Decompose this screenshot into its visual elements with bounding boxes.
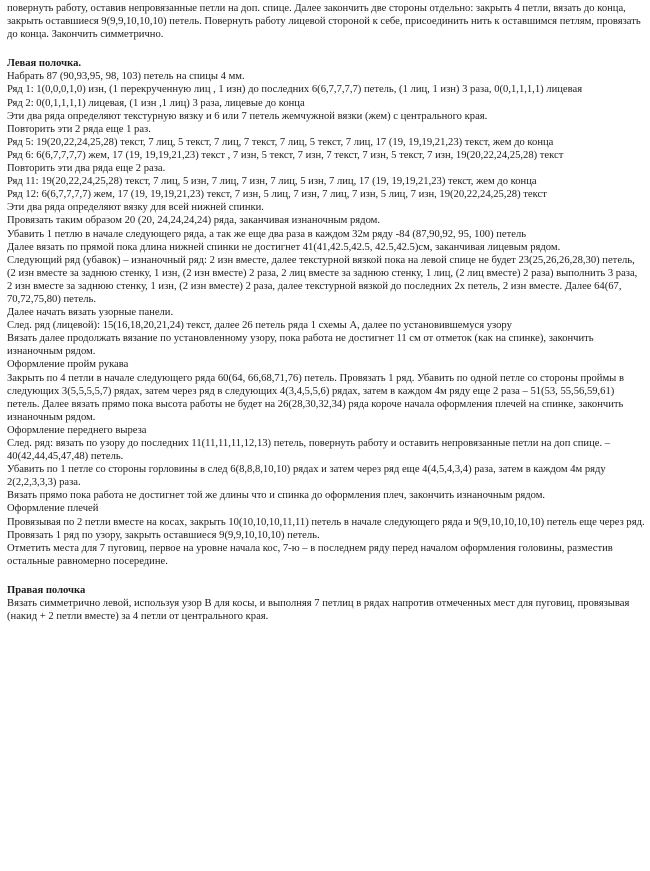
paragraph: Ряд 1: 1(0,0,0,1,0) изн, (1 перекрученную лиц , 1 изн) до последних 6(6,7,7,7,7) петель, (1 лиц, 1 изн) 3 раза, 0(0,1,1,1,1) лицевая: [7, 84, 583, 96]
paragraph: Далее начать вязать узорные панели.: [7, 307, 174, 319]
paragraph: След. ряд: вязать по узору до последних 11(11,11,11,12,13) петель, повернуть работу и оставить непровязанные петли на доп спице. – 40(42,44,45,47,48) петель.: [7, 438, 611, 463]
paragraph: Вязать далее продолжать вязание по установленному узору, пока работа не достигнет 11 см от отметок (как на спинке), закончить изнаночным рядом.: [7, 333, 594, 358]
paragraph: Убавить 1 петлю в начале следующего ряда, а так же еще два раза в каждом 32м ряду -84 (87,90,92, 95, 100) петель: [7, 228, 527, 240]
right-front-section: [7, 584, 645, 623]
section-heading: Оформление плечей: [7, 503, 99, 515]
paragraph: Повторить эти 2 ряда еще 1 раз.: [7, 123, 151, 135]
paragraph: Эти два ряда определяют текстурную вязку и 6 или 7 петель жемчужной вязки (жем) с центрального края.: [7, 110, 488, 122]
paragraph: След. ряд (лицевой): 15(16,18,20,21,24) текст, далее 26 петель ряда 1 схемы А, далее по установившемуся узору: [7, 320, 512, 332]
spacer: [7, 41, 645, 57]
paragraph: Повторить эти два ряда еще 2 раза.: [7, 163, 166, 175]
paragraph: Следующий ряд (убавок) – изнаночный ряд: 2 изн вместе, далее текстурной вязкой пока на левой спице не будет 23(25,26,26,28,30) петель, (2 изн вместе за заднюю стенку, 1 изн, (2 изн вместе) 2 раза, 2 лиц вместе за заднюю стенку, 1 лиц, (2 лиц вместе) 2 раза) выполнить 3 раза, 2 изн вместе за заднюю стенку, 1 изн, (2 изн вместе) 2 раза, далее текстурной вязкой до последних 2х петель, 2 изн вместе. Далее 64(67, 70,72,75,80) петель.: [7, 254, 638, 305]
section-heading: Правая полочка: [7, 584, 86, 596]
left-front-section: [7, 57, 645, 358]
paragraph: Набрать 87 (90,93,95, 98, 103) петель на спицы 4 мм.: [7, 71, 245, 83]
paragraph: Ряд 12: 6(6,7,7,7,7) жем, 17 (19, 19,19,21,23) текст, 7 изн, 5 лиц, 7 изн, 7 лиц, 7 изн, 5 лиц, 7 изн, 19(20,22,24,25,28) текст: [7, 189, 547, 201]
paragraph: Ряд 11: 19(20,22,24,25,28) текст, 7 лиц, 5 изн, 7 лиц, 7 изн, 7 лиц, 5 изн, 7 лиц, 17 (19, 19,19,21,23) текст, жем до конца: [7, 176, 537, 188]
paragraph: Убавить по 1 петле со стороны горловины в след 6(8,8,8,10,10) рядах и затем через ряд еще 4(4,5,4,3,4) раза, затем в каждом 4м ряду 2(2,2,3,3,3) раза.: [7, 464, 606, 489]
paragraph: Ряд 5: 19(20,22,24,25,28) текст, 7 лиц, 5 текст, 7 лиц, 7 текст, 7 лиц, 5 текст, 7 лиц, 17 (19, 19,19,21,23) текст, жем до конца: [7, 136, 554, 148]
paragraph: Провязывая по 2 петли вместе на косах, закрыть 10(10,10,10,11,11) петель в начале следующего ряда и 9(9,10,10,10,10) петель еще через ряд. Провязать 1 ряд по узору, закрыть оставшиеся 9(9,9,10,10,10) петель.: [7, 516, 645, 541]
section-heading: Оформление переднего выреза: [7, 424, 147, 436]
paragraph: Ряд 6: 6(6,7,7,7,7) жем, 17 (19, 19,19,21,23) текст , 7 изн, 5 текст, 7 изн, 7 текст, 7 изн, 5 текст, 7 изн, 19(20,22,24,25,28) текст: [7, 149, 564, 161]
paragraph: Далее вязать по прямой пока длина нижней спинки не достигнет 41(41,42.5,42.5, 42.5,42.5)см, заканчивая лицевым рядом.: [7, 241, 561, 253]
paragraph: Вязать прямо пока работа не достигнет той же длины что и спинка до оформления плеч, закончить изнаночным рядом.: [7, 490, 546, 502]
intro-paragraph: повернуть работу, оставив непровязанные петли на доп. спице. Далее закончить две стороны отдельно: закрыть 4 петли, вязать до конца, закрыть оставшиеся 9(9,9,10,10,10) петель. Повернуть работу лицевой стороной к себе, присоединить нить к оставшимся петлям, провязать до конца. Закончить симметрично.: [7, 3, 641, 41]
section-heading: Левая полочка.: [7, 58, 82, 70]
paragraph: Провязать таким образом 20 (20, 24,24,24,24) ряда, заканчивая изнаночным рядом.: [7, 215, 381, 227]
armhole-section: [7, 358, 645, 423]
paragraph: Закрыть по 4 петли в начале следующего ряда 60(64, 66,68,71,76) петель. Провязать 1 ряд. Убавить по одной петле со стороны проймы в следующих 3(5,5,5,5,7) рядах, затем через ряд в следующих 4(3,4,5,5,6) рядах, затем в каждом 4м ряду еще 2 раза – 51(53, 55,56,59,61) петель. Далее вязать прямо пока высота работы не будет на 26(28,30,32,34) ряда короче начала оформления плечей на спинке, закончить изнаночным рядом.: [7, 372, 624, 423]
document-page: [7, 2, 645, 623]
shoulders-section: [7, 502, 645, 567]
paragraph: Эти два ряда определяют вязку для всей нижней спинки.: [7, 202, 264, 214]
paragraph: Ряд 2: 0(0,1,1,1,1) лицевая, (1 изн ,1 лиц) 3 раза, лицевые до конца: [7, 97, 305, 109]
front-neck-section: [7, 424, 645, 503]
section-heading: Оформление пройм рукава: [7, 359, 129, 371]
spacer: [7, 568, 645, 584]
paragraph: Вязать симметрично левой, используя узор В для косы, и выполняя 7 петлиц в рядах напротив отмеченных мест для пуговиц, провязывая (накид + 2 петли вместе) за 4 петли от центрального края.: [7, 598, 630, 623]
paragraph: Отметить места для 7 пуговиц, первое на уровне начала кос, 7-ю – в последнем ряду перед началом оформления головины, разместив остальные равномерно посередине.: [7, 542, 613, 567]
